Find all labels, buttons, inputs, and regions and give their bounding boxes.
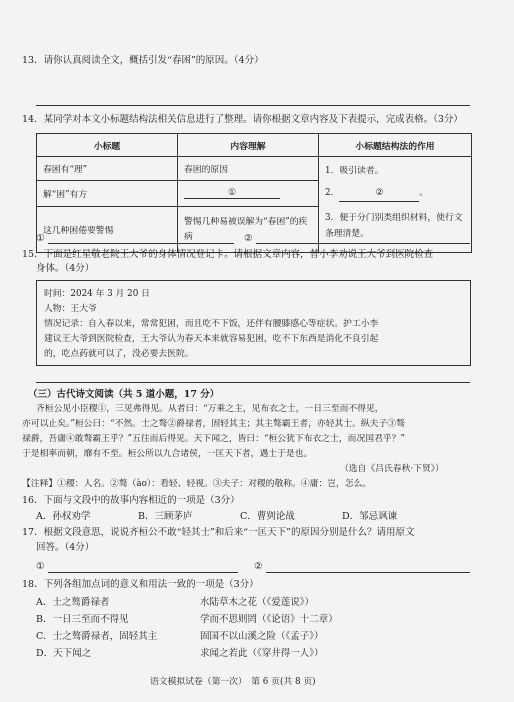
blank-2-field[interactable]: ② [339,185,419,202]
answer-line-15[interactable] [36,382,470,383]
card-record-3: 的，吃点药就可以了，没必要去医院。 [44,349,194,359]
answer-line-17a[interactable] [48,572,238,573]
row3-content: 警惕几种易被误解为“春困”的疾病 [178,207,319,253]
q17-answer-label-2: ② [254,561,263,572]
question-14: 14．某同学对本文小标题结构法相关信息进行了整理。请你根据文章内容及下表提示，完成表格。（3分） [22,114,463,125]
section-3-heading: （三）古代诗文阅读（共 5 道小题，17 分） [28,389,220,400]
row1-content: 春困的原因 [178,157,319,181]
effect-2: 2． ② 。 [325,185,465,202]
effect-cell [319,157,472,253]
q18-option-a-right: 水陆草木之花（《爱莲说》） [200,597,315,608]
question-18: 18．下列各组加点词的意义和用法一致的一项是（3分） [22,579,259,590]
q16-option-a[interactable]: A．孙权劝学 [36,511,91,522]
answer-line-14b[interactable] [256,243,470,244]
annotation: 【注释】①稷：人名。②骜（ào）：看轻、轻视。③夫子：对稷的敬称。④庸：岂，怎么。 [22,479,372,489]
passage-source: （选自《吕氏春秋·下贤》） [340,464,444,474]
passage-line-2: 亦可以止矣。”桓公曰：“不然。士之骜②爵禄者，固轻其主；其主骜霸王者，亦轻其士。纵夫子③骜 [22,419,405,429]
q18-option-d-right: 求闻之若此（《穿井得一人》） [200,648,324,659]
row3-title: 这几种困倦要警惕 [37,207,178,253]
q18-option-c-left[interactable]: C．士之骜爵禄者，固轻其主 [36,631,158,642]
answer-label-2: ② [244,233,253,244]
question-15-line2: 身体。（4分） [36,263,95,274]
q18-option-c-right: 固国不以山溪之险（《孟子》） [200,631,324,642]
q18-option-d-left[interactable]: D．天下闻之 [36,648,92,659]
card-record-1: 情况记录：自入春以来，常常犯困，而且吃不下饭，还伴有腰膝感心等症状。护工小李 [44,319,379,329]
card-time: 时间：2024 年 3 月 20 日 [44,289,150,299]
q17-answer-label-1: ① [36,561,45,572]
q16-option-c[interactable]: C．曹刿论战 [240,511,295,522]
row2-title: 解“困”有方 [37,181,178,207]
effect-3: 3．便于分门别类组织材料，使行文条理清楚。 [325,213,463,239]
card-person: 人物：王大爷 [44,304,97,314]
card-record-2: 建议王大爷到医院检查，王大爷认为春天本来就容易犯困，吃不下东西是消化不良引起 [44,334,379,344]
answer-line-14a[interactable] [48,243,234,244]
q18-option-b-right: 学而不思则罔（《论语》十二章） [200,614,338,625]
q18-option-a-left[interactable]: A．士之骜爵禄者 [36,597,110,608]
q16-option-b[interactable]: B．三顾茅庐 [138,511,193,522]
structure-table [36,133,472,253]
row2-content [178,181,319,207]
q18-option-b-left[interactable]: B．一日三至而不得见 [36,614,129,625]
question-15-line1: 15．下面是红星敬老院王大爷的身体情况登记卡。请根据文章内容，替小李劝说王大爷到医院检查 [22,249,434,260]
question-13: 13．请你认真阅读全文，概括引发“春困”的原因。（4分） [22,55,264,66]
question-16: 16．下面与文段中的故事内容相近的一项是（3分） [22,495,240,506]
passage-line-3: 禄爵，吾庸④敢骜霸王乎？”五往而后得见。天下闻之，皆曰：“桓公犹下布衣之士，而况国君乎？” [22,434,405,444]
blank-1-field[interactable]: ① [184,188,280,199]
header-effect: 小标题结构法的作用 [319,134,472,157]
page-footer: 语文模拟试卷（第一次） 第 6 页(共 8 页) [150,677,316,687]
question-17-line1: 17．根据文段意思，说说齐桓公不敢“轻其士”和后来“一匡天下”的原因分别是什么？请用原文 [22,527,415,538]
q16-option-d[interactable]: D．邹忌讽谏 [342,511,398,522]
row1-title: 春困有“理” [37,157,178,181]
passage-line-1: 齐桓公见小臣稷①，三见弗得见。从者曰：“万乘之主，见布衣之士，一日三至而不得见， [36,404,384,414]
passage-line-4: 于是相率而朝，靡有不至。桓公所以九合诸侯，一匡天下者，遇士于是也。 [22,449,313,459]
answer-line-17b[interactable] [266,572,470,573]
effect-1: 1．吸引读者。 [325,166,384,176]
question-17-line2: 回答。（4分） [36,542,95,553]
answer-line-13[interactable] [36,105,470,106]
header-content: 内容理解 [178,134,319,157]
answer-label-1: ① [36,233,45,244]
header-subtitle: 小标题 [37,134,178,157]
